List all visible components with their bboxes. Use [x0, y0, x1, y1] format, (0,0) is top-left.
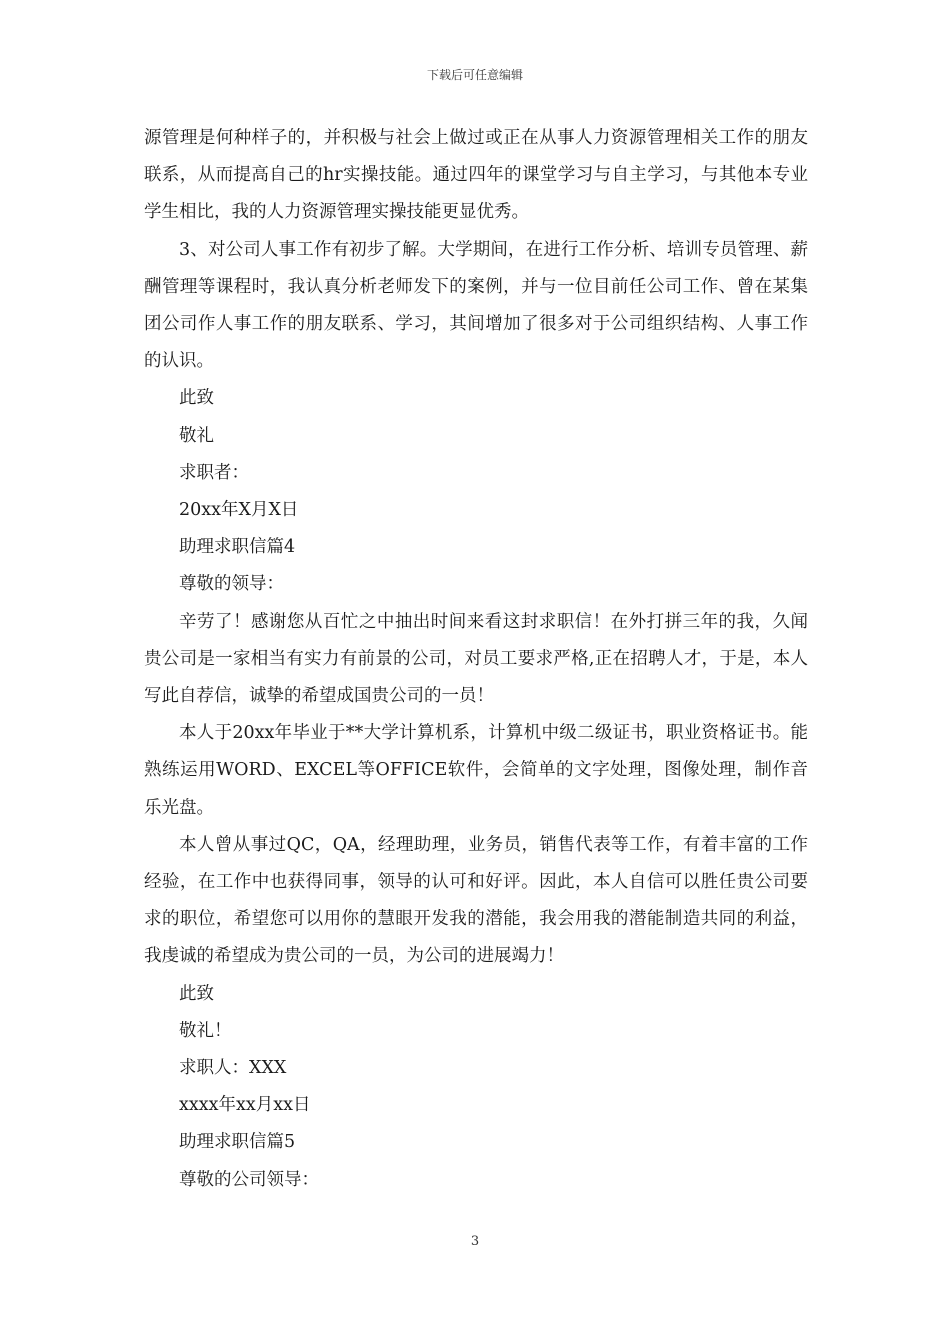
- closing-cizhi: 此致: [179, 388, 214, 409]
- document-body: [144, 120, 808, 1199]
- paragraph-education: 本人于20xx年毕业于**大学计算机系，计算机中级二级证书，职业资格证书。能熟练运用WORD、EXCEL等OFFICE软件，会简单的文字处理，图像处理，制作音乐光盘。: [144, 723, 808, 818]
- closing-cizhi-2: 此致: [179, 983, 214, 1004]
- signature-applicant: 求职者：: [179, 462, 249, 483]
- closing-jingli-2: 敬礼！: [179, 1020, 232, 1041]
- signature-applicant-2: 求职人：XXX: [179, 1058, 287, 1079]
- page-header: 下载后可任意编辑: [426, 68, 523, 82]
- paragraph-experience: 本人曾从事过QC，QA，经理助理，业务员，销售代表等工作，有着丰富的工作经验，在工作中也获得同事，领导的认可和好评。因此，本人自信可以胜任贵公司要求的职位，希望您可以用你的慧眼开发我的潜能，我会用我的潜能制造共同的利益，我虔诚的希望成为贵公司的一员，为公司的进展竭力！: [144, 834, 808, 967]
- paragraph-intro: 辛劳了！感谢您从百忙之中抽出时间来看这封求职信！在外打拼三年的我，久闻贵公司是一家相当有实力有前景的公司，对员工要求严格,正在招聘人才，于是，本人写此自荐信，诚挚的希望成国贵公司的一员！: [144, 611, 808, 707]
- closing-jingli: 敬礼: [179, 425, 214, 446]
- salutation-2: 尊敬的公司领导：: [179, 1169, 319, 1190]
- signature-date-2: xxxx年xx月xx日: [179, 1095, 311, 1116]
- section-title-4: 助理求职信篇4: [179, 537, 296, 558]
- section-title-5: 助理求职信篇5: [179, 1132, 296, 1153]
- page-number: 3: [470, 1234, 480, 1249]
- signature-date: 20xx年X月X日: [179, 500, 299, 521]
- salutation: 尊敬的领导：: [179, 574, 284, 595]
- paragraph-continuation: 源管理是何种样子的，并积极与社会上做过或正在从事人力资源管理相关工作的朋友联系，从而提高自己的hr实操技能。通过四年的课堂学习与自主学习，与其他本专业学生相比，我的人力资源管理实操技能更显优秀。: [144, 128, 808, 223]
- paragraph-point-3: 3、对公司人事工作有初步了解。大学期间，在进行工作分析、培训专员管理、薪酬管理等课程时，我认真分析老师发下的案例，并与一位目前任公司工作、曾在某集团公司作人事工作的朋友联系、学习，其间增加了很多对于公司组织结构、人事工作的认识。: [144, 239, 808, 372]
